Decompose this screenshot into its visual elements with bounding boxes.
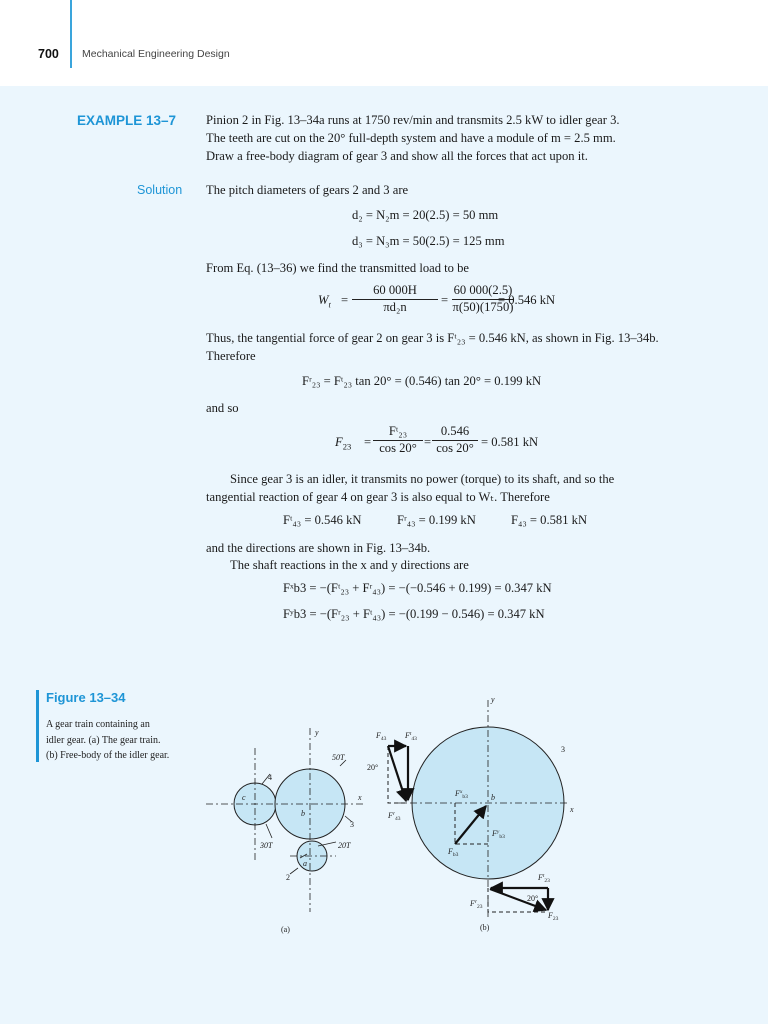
shaft-reactions-text: The shaft reactions in the x and y directions are xyxy=(230,558,469,572)
equation-d3: d₃ = N₃m = 50(2.5) = 125 mm xyxy=(352,234,505,248)
caption-line: A gear train containing an xyxy=(46,719,150,730)
wt-fraction-1 xyxy=(352,283,438,315)
fraction-denominator: πd₂n xyxy=(352,299,438,315)
free-body-diagram xyxy=(367,690,585,940)
wt-equals-2: = xyxy=(441,293,449,307)
wt-equals: = xyxy=(341,293,349,307)
force-symbol: F xyxy=(492,829,497,838)
wt-result: = 0.546 kN xyxy=(498,293,556,307)
label-fr23 xyxy=(469,899,483,910)
problem-line: The teeth are cut on the 20° full-depth system and have a module of m = 2.5 mm. xyxy=(206,131,616,145)
f23-result: = 0.581 kN xyxy=(481,435,539,449)
teeth-50-label: 50T xyxy=(332,753,345,762)
problem-line: Pinion 2 in Fig. 13–34a runs at 1750 rev/min and transmits 2.5 kW to idler gear 3. xyxy=(206,113,620,127)
f23-lhs xyxy=(335,435,351,452)
figure-caption xyxy=(46,717,169,764)
force-superscript: r xyxy=(474,899,478,905)
fraction-denominator: cos 20° xyxy=(373,440,423,456)
axis-y-label: y xyxy=(315,728,319,737)
equation-fyb3: Fʸb3 = −(Fʳ₂₃ + Fᵗ₄₃) = −(0.199 − 0.546) = 0.347 kN xyxy=(283,607,545,621)
fbd-center-label: b xyxy=(491,793,495,802)
label-f43 xyxy=(375,731,387,742)
equation-fxb3: Fˣb3 = −(Fᵗ₂₃ + Fʳ₄₃) = −(−0.546 + 0.199) = 0.347 kN xyxy=(283,581,552,595)
gear-2-number: 2 xyxy=(286,873,290,882)
force-symbol: F xyxy=(376,731,381,740)
f23-equals: = xyxy=(364,435,372,449)
f23-subscript: 23 xyxy=(342,441,352,452)
force-superscript: t xyxy=(409,731,412,737)
force-superscript: y xyxy=(496,829,500,835)
force-subscript: 43 xyxy=(411,736,417,742)
wt-subscript: t xyxy=(328,299,331,310)
fbd-axis-x: x xyxy=(570,805,574,814)
paragraph-line: Since gear 3 is an idler, it transmits no power (torque) to its shaft, and so the xyxy=(230,472,615,486)
f23-equals-2: = xyxy=(424,435,432,449)
gear-4-center-label: c xyxy=(242,793,246,802)
paragraph-line: Therefore xyxy=(206,349,256,363)
force-symbol: F xyxy=(405,731,410,740)
f23-symbol: F xyxy=(335,435,343,449)
force-superscript: r xyxy=(392,811,396,817)
caption-line: (b) Free-body of the idler gear. xyxy=(46,750,170,761)
leader-line xyxy=(290,868,298,874)
f23-fraction-2 xyxy=(432,424,478,456)
fbd-gear-number: 3 xyxy=(561,745,565,754)
force-subscript: 23 xyxy=(552,916,559,922)
caption-line: idler gear. (a) The gear train. xyxy=(46,734,161,746)
fraction-denominator: cos 20° xyxy=(432,440,478,456)
equation-fr43: Fʳ₄₃ = 0.199 kN xyxy=(397,513,476,527)
fraction-denominator: π(50)(1750) xyxy=(452,300,514,314)
force-subscript: b3 xyxy=(462,794,468,800)
force-symbol: F xyxy=(455,789,460,798)
panel-a-label: (a) xyxy=(281,925,290,934)
leader-line xyxy=(266,824,272,838)
page-number: 700 xyxy=(38,47,59,61)
example-label: EXAMPLE 13–7 xyxy=(77,113,177,128)
force-subscript: 23 xyxy=(544,878,550,884)
equation-d2: d₂ = N₂m = 20(2.5) = 50 mm xyxy=(352,208,499,222)
header-divider xyxy=(70,0,72,68)
force-superscript: t xyxy=(542,873,545,879)
gear-train-diagram xyxy=(200,720,370,940)
solution-intro: The pitch diameters of gears 2 and 3 are xyxy=(206,183,409,197)
angle-top-label: 20° xyxy=(367,763,379,772)
and-so-text: and so xyxy=(206,401,239,415)
problem-statement xyxy=(206,111,620,165)
fraction-numerator: 0.546 xyxy=(440,424,470,438)
fbd-axis-y: y xyxy=(491,695,495,704)
teeth-20-label: 20T xyxy=(338,841,351,850)
force-subscript: 43 xyxy=(380,736,387,742)
label-ft43 xyxy=(404,731,417,742)
fraction-numerator: 60 000(2.5) xyxy=(453,283,513,297)
page-header xyxy=(0,0,768,86)
wt-lhs xyxy=(318,293,331,310)
thus-paragraph xyxy=(206,329,659,365)
equation-fr23: Fʳ₂₃ = Fᵗ₂₃ tan 20° = (0.546) tan 20° = 0.199 kN xyxy=(302,374,542,388)
directions-text: and the directions are shown in Fig. 13–34b. xyxy=(206,541,431,555)
panel-b-label: (b) xyxy=(480,923,490,932)
gear-2-center-label: a xyxy=(303,859,307,868)
force-superscript: x xyxy=(459,789,463,795)
idler-paragraph xyxy=(206,470,614,506)
equation-f43: F₄₃ = 0.581 kN xyxy=(511,513,588,527)
axis-x-label: x xyxy=(358,793,362,802)
from-eq-text: From Eq. (13–36) we find the transmitted load to be xyxy=(206,261,470,275)
force-symbol: F xyxy=(470,899,475,908)
force-symbol: F xyxy=(548,911,553,920)
paragraph-line: Thus, the tangential force of gear 2 on gear 3 is Fᵗ₂₃ = 0.546 kN, as shown in Fig. 13–34b. xyxy=(206,331,659,345)
teeth-30-label: 30T xyxy=(260,841,273,850)
fraction-numerator: Fᵗ₂₃ xyxy=(388,424,408,438)
force-symbol: F xyxy=(538,873,543,882)
gear-3-number: 3 xyxy=(350,820,354,829)
gear-4-number: 4 xyxy=(268,773,272,782)
force-subscript: 43 xyxy=(395,816,401,822)
equation-ft43: Fᵗ₄₃ = 0.546 kN xyxy=(283,513,362,527)
label-ft23 xyxy=(537,873,550,884)
force-subscript: b3 xyxy=(452,852,459,858)
wt-symbol: W xyxy=(318,293,329,307)
problem-line: Draw a free-body diagram of gear 3 and show all the forces that act upon it. xyxy=(206,149,588,163)
label-f23 xyxy=(547,911,559,922)
figure-accent-bar xyxy=(36,690,39,762)
gear-3-center-label: b xyxy=(301,809,305,818)
solution-label: Solution xyxy=(137,183,183,197)
force-subscript: 23 xyxy=(477,904,483,910)
force-subscript: b3 xyxy=(499,834,505,840)
force-arrow-f43 xyxy=(388,746,406,801)
book-title: Mechanical Engineering Design xyxy=(82,48,230,60)
force-symbol: F xyxy=(448,847,453,856)
f23-fraction-1 xyxy=(373,424,423,456)
paragraph-line: tangential reaction of gear 4 on gear 3 is also equal to Wₜ. Therefore xyxy=(206,490,550,504)
force-symbol: F xyxy=(388,811,393,820)
fraction-numerator: 60 000H xyxy=(373,283,417,297)
label-fr43 xyxy=(387,811,401,822)
figure-title: Figure 13–34 xyxy=(46,690,126,705)
angle-bottom-label: 20° xyxy=(527,894,539,903)
